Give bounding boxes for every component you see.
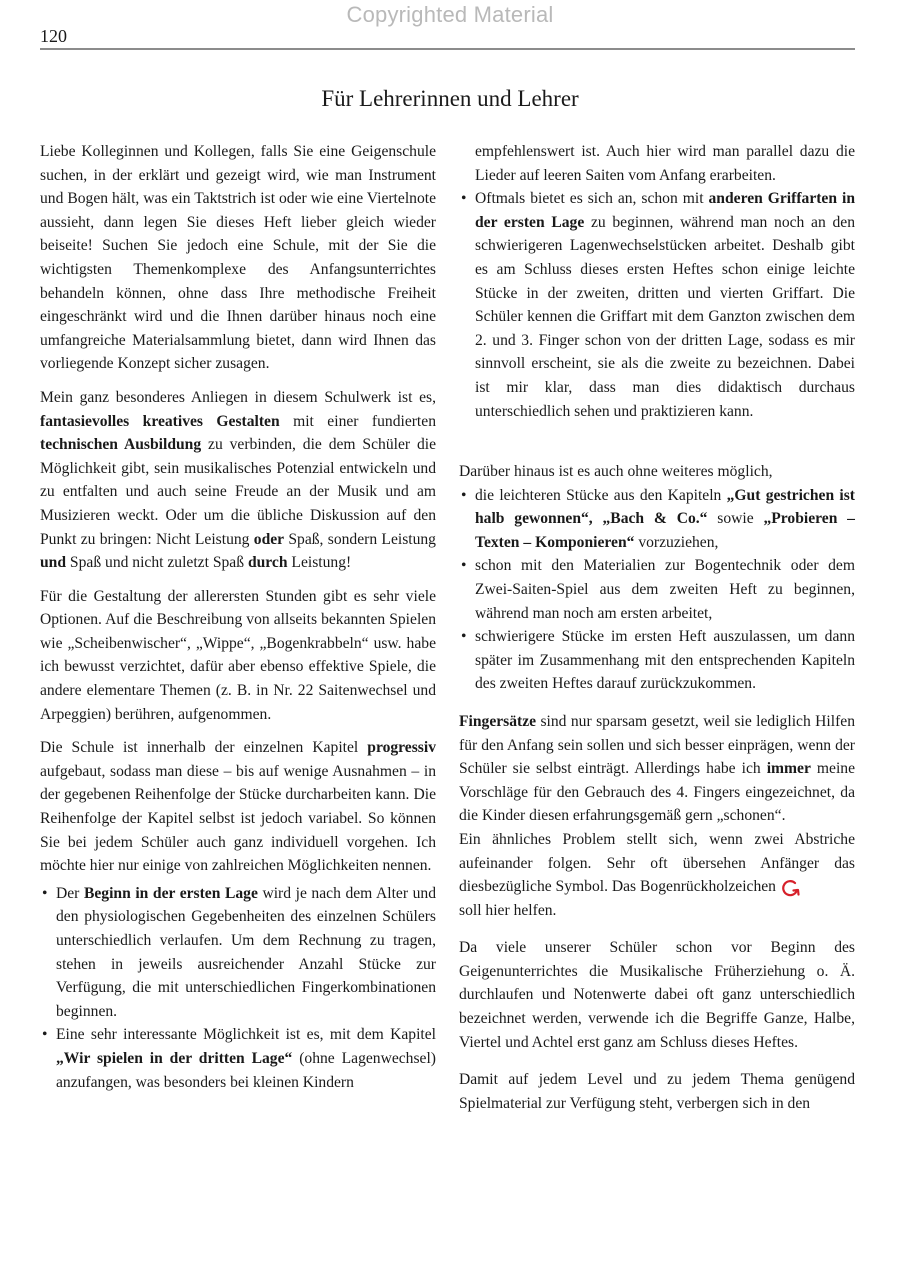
bold-text: technischen Ausbildung <box>40 436 202 454</box>
list-item <box>40 1023 436 1094</box>
text: vorzuziehen, <box>634 533 719 551</box>
paragraph-anliegen <box>40 386 436 575</box>
text: empfehlenswert ist. Auch hier wird man parallel dazu die Lieder auf leeren Saiten vom Anfang erarbeiten. <box>475 143 855 184</box>
text: Leistung! <box>287 554 352 572</box>
list-item <box>40 882 436 1024</box>
bold-text: progressiv <box>367 739 436 757</box>
list-item: • schon mit den Materialien zur Bogentechnik oder dem Zwei-Saiten-Spiel aus dem zweiten Heft zu beginnen, während man noch am ersten arbeitet, <box>459 554 855 625</box>
paragraph-abstriche <box>459 828 855 922</box>
header-rule <box>40 48 855 50</box>
list-item <box>459 187 855 423</box>
text: die leichteren Stücke aus den Kapiteln <box>475 486 727 504</box>
page-number: 120 <box>40 26 67 46</box>
paragraph-gestaltung: Für die Gestaltung der allerersten Stunden gibt es sehr viele Optionen. Auf die Beschreibung von allseits bekannten Spielen wie „Scheibenwischer“, „Wippe“, „Bogenkrabbeln“ usw. habe ich bewusst verzichtet, dafür aber ebenso effektive Spiele, die andere elementare Themen (z. B. in Nr. 22 Saitenwechsel und Arpeggien) berühren, aufgenommen. <box>40 587 436 723</box>
right-column <box>459 140 855 433</box>
text: sowie <box>707 510 764 528</box>
list-item: • schwierigere Stücke im ersten Heft auszulassen, um dann später im Zusammenhang mit den entsprechenden Kapiteln des zweiten Heftes darauf zurückzukommen. <box>459 625 855 696</box>
list-item-continued <box>459 140 855 187</box>
text: Eine sehr interessante Möglichkeit ist es, mit dem Kapitel <box>56 1026 436 1044</box>
paragraph-level: Damit auf jedem Level und zu jedem Thema genügend Spielmaterial zur Verfügung steht, verbergen sich in den <box>459 1071 855 1112</box>
text: wird je nach dem Alter und den physiologischen Gegebenheiten des einzelnen Schülers unterschiedlich verlaufen. Um dem Rechnung zu tragen, stehen in jeweils ausreichender Anzahl Stücke zur Verfügung, die mit unterschiedlichen Fingerkombinationen beginnen. <box>56 884 436 1020</box>
options-list-continued <box>459 140 855 423</box>
text: (ohne Lagenwechsel) anzufangen, was besonders bei kleinen Kindern <box>56 1049 436 1091</box>
text: Der <box>56 884 84 902</box>
text: soll hier helfen. <box>459 901 557 919</box>
text: Oftmals bietet es sich an, schon mit <box>475 190 709 208</box>
bold-text: und <box>40 554 67 572</box>
bold-text: fantasievolles kreatives Gestalten <box>40 412 280 430</box>
text: Spaß, sondern Leistung <box>284 530 436 548</box>
text: aufgebaut, sodass man diese – bis auf wenige Ausnahmen – in der gegebenen Reihenfolge der Stücke durcharbeiten kann. Die Reihenfolge der Kapitel selbst ist jedoch variabel. So können Sie bei jedem Schüler auch ganz individuell vorgehen. Ich möchte hier nur einige von zahlreichen Möglichkeiten nennen. <box>40 762 436 875</box>
paragraph-frueherziehung: Da viele unserer Schüler schon vor Beginn des Geigenunterrichtes die Musikalische Früherziehung o. Ä. durchlaufen und Notenwerte dabei oft ganz unterschiedlich bezeichnet werden, verwende ich die Begriffe Ganze, Halbe, Viertel und Achtel erst ganz am Schluss dieses Heftes. <box>459 939 855 1051</box>
watermark: Copyrighted Material <box>346 2 554 27</box>
bold-text: Beginn in der ersten Lage <box>83 884 258 902</box>
text: sind nur sparsam gesetzt, weil sie lediglich Hilfen für den Anfang sein sollen und sich besser einprägen, wenn der Schüler sie selbst einträgt. Allerdings habe ich <box>459 712 855 778</box>
paragraph-darueber: Darüber hinaus ist es auch ohne weiteres möglich, <box>459 463 773 480</box>
text: Ein ähnliches Problem stellt sich, wenn zwei Abstriche aufeinander folgen. Sehr oft übersehen Anfänger das diesbezügliche Symbol. Das Bogenrückholzeichen <box>459 830 855 896</box>
paragraph-greeting: Liebe Kolleginnen und Kollegen, falls Sie eine Geigenschule suchen, in der erklärt und gezeigt wird, wie man Instrument und Bogen hält, was ein Taktstrich ist oder wie eine Viertelnote aussieht, dann legen Sie dieses Heft lieber gleich wieder beiseite! Suchen Sie jedoch eine Schule, mit der Sie die wichtigsten Themenkomplexe des Anfangsunterrichtes behandeln können, ohne dass Ihre methodische Freiheit eingeschränkt wird und die Ihnen darüber hinaus noch eine umfangreiche Materialsammlung bietet, dann wird Ihnen das vorliegende Konzept sicher zusagen. <box>40 143 436 373</box>
text: Mein ganz besonderes Anliegen in diesem Schulwerk ist es, <box>40 388 436 406</box>
bold-text: oder <box>253 530 285 548</box>
bold-text: „Wir spielen in der dritten Lage“ <box>56 1049 293 1067</box>
left-column <box>40 140 436 1104</box>
bold-text: durch <box>247 554 288 572</box>
text: meine Vorschläge für den Gebrauch des 4. Fingers eingezeichnet, da die Kinder diesen erfahrungsgemäß gern „schonen“. <box>459 760 856 825</box>
bold-text: anderen Griffarten in der ersten Lage <box>475 190 855 231</box>
options-list <box>40 882 436 1094</box>
page-title: Für Lehrerinnen und Lehrer <box>321 86 579 111</box>
text: zu beginnen, während man noch an den schwierigeren Lagenwechselstücken arbeitet. Deshalb gibt es am Schluss dieses ersten Heftes schon einige leichte Stücke in der zweiten, dritten und vierten Griffart. Die Schüler kennen die Griffart mit dem Ganzton zwischen dem 2. und 3. Finger schon von der dritten Lage, sodass es mir sinnvoll erscheint, sie als die zweite zu bezeichnen. Dabei ist mir klar, dass man dies didaktisch durchaus unterschiedlich sehen und praktizieren kann. <box>475 213 855 420</box>
paragraph-fingersaetze <box>459 710 855 828</box>
list-item <box>459 484 855 555</box>
text: Spaß und nicht zuletzt Spaß <box>66 554 248 572</box>
right-column-lower <box>459 460 855 1125</box>
bold-text: „Gut gestrichen ist halb gewonnen“, „Bach & Co.“ <box>475 486 855 528</box>
possibilities-list <box>459 484 855 696</box>
bold-text: „Probieren – Texten – Komponieren“ <box>475 510 855 551</box>
bold-text: Fingersätze <box>459 712 537 730</box>
text: Die Schule ist innerhalb der einzelnen Kapitel <box>40 739 368 757</box>
paragraph-progressiv <box>40 736 436 878</box>
bold-text: immer <box>766 760 811 778</box>
text: mit einer fundierten <box>279 412 436 430</box>
bow-retake-symbol-icon <box>780 878 802 898</box>
text: zu verbinden, die dem Schüler die Möglichkeit gibt, sein musikalisches Potenzial entwickeln und zu entfalten und auch seine Freude an der Musik und am Musizieren weckt. Oder um die übliche Diskussion auf den Punkt zu bringen: Nicht Leistung <box>40 436 436 548</box>
